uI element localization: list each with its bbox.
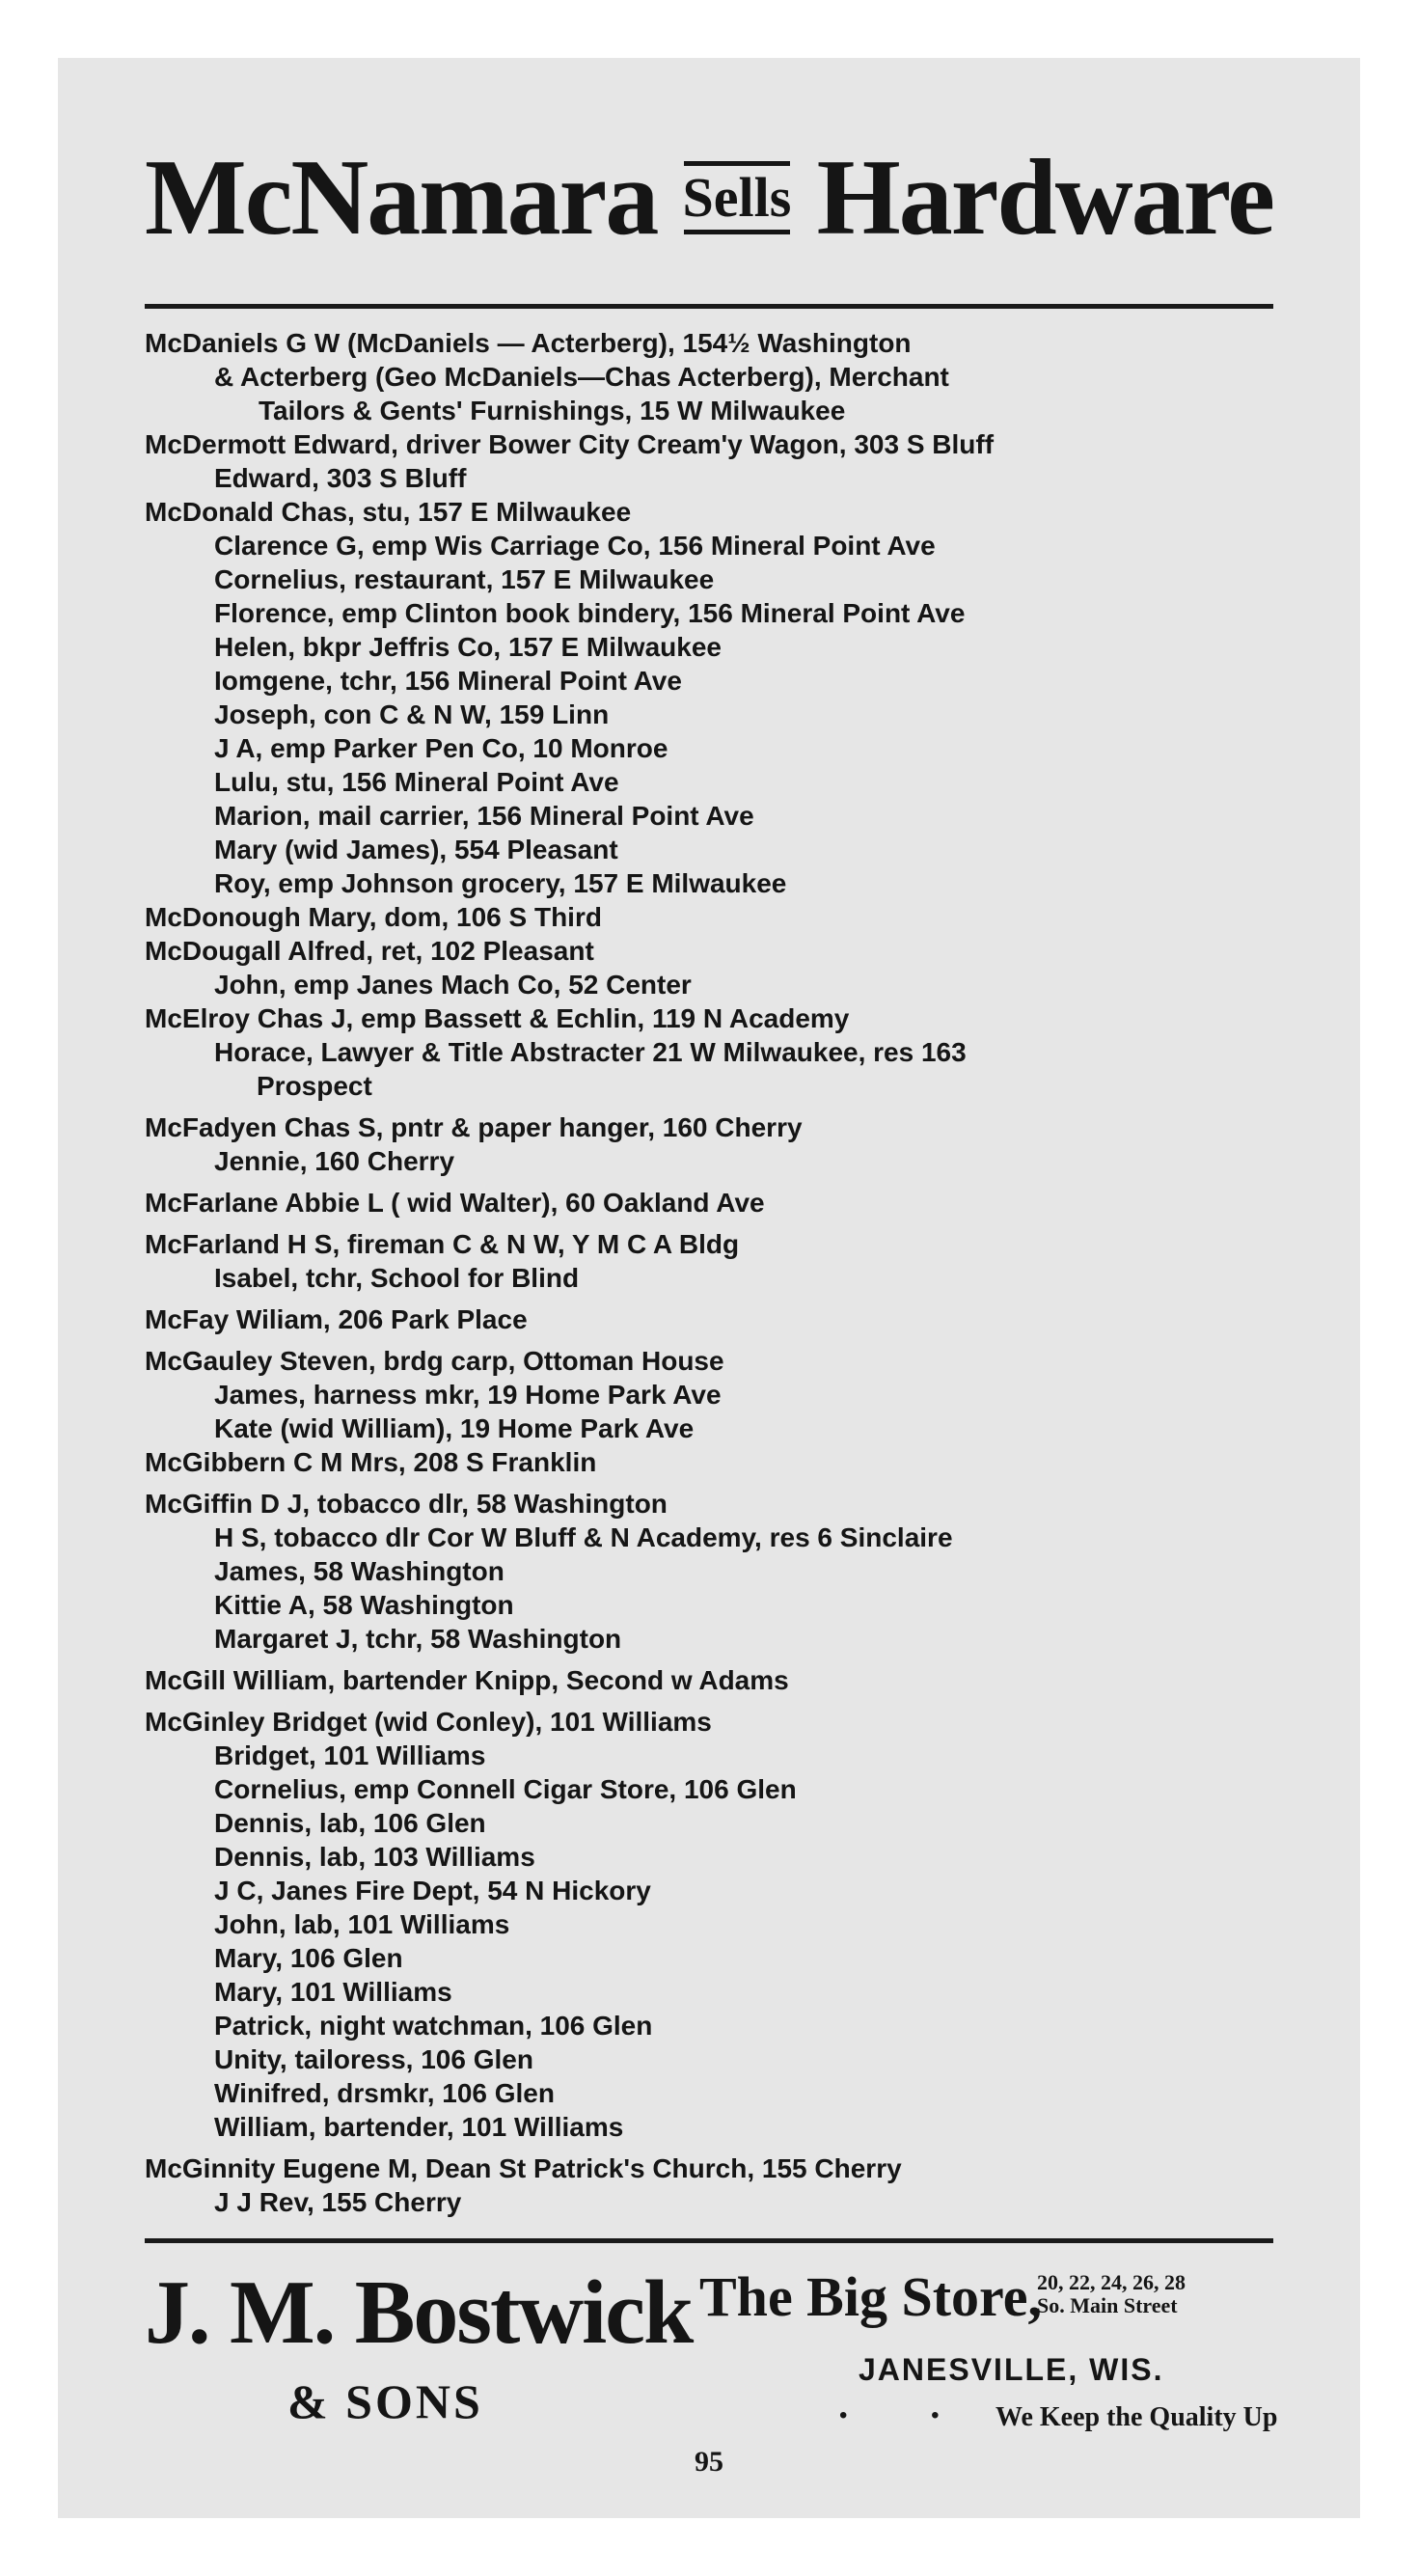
entry-line: McDaniels G W (McDaniels — Acterberg), 154½ Washington <box>145 328 912 358</box>
entry-line: Winifred, drsmkr, 106 Glen <box>214 2078 555 2108</box>
entry-line: James, harness mkr, 19 Home Park Ave <box>214 1380 722 1410</box>
entry-line: Mary, 101 Williams <box>214 1977 452 2007</box>
ad-sells-word <box>683 157 792 238</box>
ad-bullets: • • <box>839 2402 978 2428</box>
directory-sub-entry <box>145 799 1283 833</box>
directory-sub-entry <box>145 765 1283 799</box>
bottom-divider <box>145 2238 1273 2243</box>
directory-entry <box>145 427 1283 461</box>
ad-sells-bottom-bar <box>684 230 790 234</box>
directory-sub-entry <box>145 2009 1283 2042</box>
directory-sub-entry <box>145 698 1283 731</box>
entry-line: Florence, emp Clinton book bindery, 156 Mineral Point Ave <box>214 598 966 628</box>
directory-entry <box>145 1663 1283 1697</box>
directory-entry <box>145 1302 1283 1336</box>
ad-company-sons: & SONS <box>287 2374 483 2428</box>
ad-slogan: We Keep the Quality Up <box>995 2402 1278 2432</box>
entry-line: McDonald Chas, stu, 157 E Milwaukee <box>145 497 632 527</box>
directory-sub-entry <box>145 664 1283 698</box>
ad-street-address <box>1037 2271 1288 2317</box>
entry-line: William, bartender, 101 Williams <box>214 2112 624 2142</box>
directory-entry <box>145 1344 1283 1378</box>
entry-line: McDonough Mary, dom, 106 S Third <box>145 902 602 932</box>
entry-line: McGauley Steven, brdg carp, Ottoman House <box>145 1346 724 1376</box>
entry-line: McGiffin D J, tobacco dlr, 58 Washington <box>145 1489 668 1519</box>
directory-sub-entry <box>145 1261 1283 1295</box>
ad-city: JANESVILLE, WIS. <box>859 2352 1164 2387</box>
directory-sub-entry <box>145 1554 1283 1588</box>
directory-sub-entry <box>145 968 1283 1001</box>
directory-sub-entry <box>145 1840 1283 1874</box>
entry-line: McFarlane Abbie L ( wid Walter), 60 Oakland Ave <box>145 1188 765 1218</box>
entry-line: Kate (wid William), 19 Home Park Ave <box>214 1413 695 1443</box>
entry-line: Bridget, 101 Williams <box>214 1740 486 1770</box>
entry-line: Cornelius, emp Connell Cigar Store, 106 Glen <box>214 1774 797 1804</box>
entry-line: McGibbern C M Mrs, 208 S Franklin <box>145 1447 597 1477</box>
entry-line: McDermott Edward, driver Bower City Cream'y Wagon, 303 S Bluff <box>145 429 995 459</box>
entry-line: Cornelius, restaurant, 157 E Milwaukee <box>214 564 715 594</box>
directory-sub-entry <box>145 1035 1283 1103</box>
directory-sub-entry <box>145 731 1283 765</box>
entry-line: James, 58 Washington <box>214 1556 504 1586</box>
directory-entry <box>145 1001 1283 1035</box>
ad-brand-name: McNamara <box>145 138 658 258</box>
entry-line: Dennis, lab, 106 Glen <box>214 1808 486 1838</box>
entry-line: Roy, emp Johnson grocery, 157 E Milwaukee <box>214 868 787 898</box>
directory-sub-entry <box>145 866 1283 900</box>
entry-line: Dennis, lab, 103 Williams <box>214 1842 535 1872</box>
entry-line: J A, emp Parker Pen Co, 10 Monroe <box>214 733 668 763</box>
directory-sub-entry <box>145 529 1283 562</box>
entry-line: Lulu, stu, 156 Mineral Point Ave <box>214 767 619 797</box>
mcnamara-advertisement <box>145 135 1273 260</box>
directory-sub-entry <box>145 1975 1283 2009</box>
entry-line: Horace, Lawyer & Title Abstracter 21 W Milwaukee, res 163 <box>214 1037 967 1067</box>
directory-entry <box>145 2151 1283 2185</box>
directory-sub-entry <box>145 2042 1283 2076</box>
directory-sub-entry <box>145 1874 1283 1907</box>
directory-sub-entry <box>145 630 1283 664</box>
directory-sub-entry <box>145 1772 1283 1806</box>
entry-line: Tailors & Gents' Furnishings, 15 W Milwaukee <box>259 396 846 425</box>
entry-line: Patrick, night watchman, 106 Glen <box>214 2011 653 2041</box>
directory-sub-entry <box>145 2076 1283 2110</box>
entry-line: H S, tobacco dlr Cor W Bluff & N Academy, res 6 Sinclaire <box>214 1522 953 1552</box>
top-divider <box>145 304 1273 309</box>
directory-page <box>58 58 1360 2518</box>
directory-sub-entry <box>145 1907 1283 1941</box>
directory-sub-entry <box>145 833 1283 866</box>
directory-entry <box>145 1110 1283 1144</box>
entry-line: McGinnity Eugene M, Dean St Patrick's Church, 155 Cherry <box>145 2153 902 2183</box>
directory-entry <box>145 934 1283 968</box>
entry-line: J J Rev, 155 Cherry <box>214 2187 462 2217</box>
entry-line: McDougall Alfred, ret, 102 Pleasant <box>145 936 594 966</box>
entry-line: Unity, tailoress, 106 Glen <box>214 2044 533 2074</box>
directory-sub-entry <box>145 1144 1283 1178</box>
page-number: 95 <box>695 2446 723 2478</box>
entry-line: Marion, mail carrier, 156 Mineral Point Ave <box>214 801 754 831</box>
directory-sub-entry <box>145 562 1283 596</box>
directory-sub-entry <box>145 461 1283 495</box>
entry-line: Isabel, tchr, School for Blind <box>214 1263 580 1293</box>
directory-entry <box>145 1445 1283 1479</box>
directory-sub-entry <box>145 1378 1283 1411</box>
entry-line: J C, Janes Fire Dept, 54 N Hickory <box>214 1876 651 1905</box>
directory-sub-entry <box>145 2185 1283 2219</box>
directory-entry <box>145 495 1283 529</box>
entry-line: Prospect <box>257 1071 372 1101</box>
entry-line: Mary, 106 Glen <box>214 1943 403 1973</box>
entry-line: McGinley Bridget (wid Conley), 101 Williams <box>145 1707 712 1737</box>
entry-line: McFarland H S, fireman C & N W, Y M C A Bldg <box>145 1229 740 1259</box>
directory-sub-entry <box>145 2110 1283 2144</box>
ad-address-street: So. Main Street <box>1037 2293 1178 2317</box>
entry-line: Jennie, 160 Cherry <box>214 1146 455 1176</box>
entry-line: Edward, 303 S Bluff <box>214 463 467 493</box>
entry-line: John, lab, 101 Williams <box>214 1909 510 1939</box>
directory-sub-entry <box>145 1622 1283 1656</box>
directory-sub-entry <box>145 1411 1283 1445</box>
directory-sub-entry <box>145 1739 1283 1772</box>
directory-entry <box>145 1705 1283 1739</box>
entry-line: John, emp Janes Mach Co, 52 Center <box>214 970 692 1000</box>
directory-sub-entry <box>145 1588 1283 1622</box>
entry-line: Kittie A, 58 Washington <box>214 1590 514 1620</box>
directory-listing <box>145 326 1283 2219</box>
entry-line: Iomgene, tchr, 156 Mineral Point Ave <box>214 666 682 696</box>
entry-line: McFay Wiliam, 206 Park Place <box>145 1304 528 1334</box>
entry-line: Margaret J, tchr, 58 Washington <box>214 1624 622 1654</box>
directory-entry <box>145 900 1283 934</box>
entry-line: Mary (wid James), 554 Pleasant <box>214 835 618 864</box>
entry-line: McGill William, bartender Knipp, Second w Adams <box>145 1665 789 1695</box>
ad-store-name: The Big Store, <box>699 2265 1042 2328</box>
directory-entry <box>145 1227 1283 1261</box>
ad-company-name: J. M. Bostwick <box>145 2262 693 2363</box>
entry-line: Joseph, con C & N W, 159 Linn <box>214 699 610 729</box>
directory-entry <box>145 1487 1283 1521</box>
directory-entry <box>145 326 1283 427</box>
ad-product-name: Hardware <box>816 138 1273 258</box>
entry-line: McFadyen Chas S, pntr & paper hanger, 160 Cherry <box>145 1112 803 1142</box>
directory-sub-entry <box>145 1521 1283 1554</box>
entry-line: Clarence G, emp Wis Carriage Co, 156 Mineral Point Ave <box>214 531 936 561</box>
directory-sub-entry <box>145 1806 1283 1840</box>
ad-address-numbers: 20, 22, 24, 26, 28 <box>1037 2270 1186 2294</box>
entry-line: Helen, bkpr Jeffris Co, 157 E Milwaukee <box>214 632 722 662</box>
directory-sub-entry <box>145 596 1283 630</box>
directory-sub-entry <box>145 1941 1283 1975</box>
ad-sells-label: Sells <box>682 166 792 229</box>
entry-line: & Acterberg (Geo McDaniels—Chas Acterberg), Merchant <box>214 362 949 392</box>
directory-entry <box>145 1186 1283 1219</box>
entry-line: McElroy Chas J, emp Bassett & Echlin, 119 N Academy <box>145 1003 850 1033</box>
